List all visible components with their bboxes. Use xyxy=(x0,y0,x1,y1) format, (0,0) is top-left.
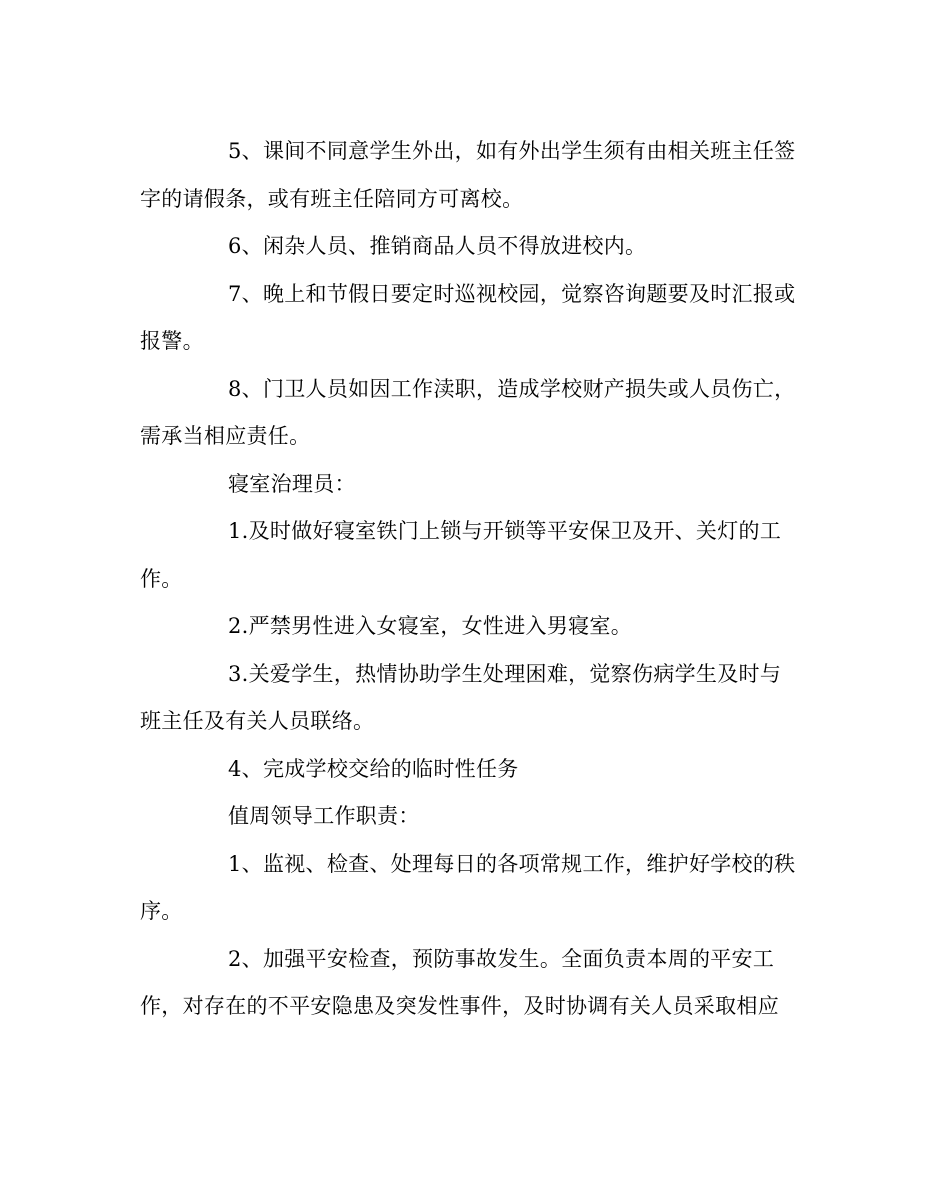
text-line: 需承当相应责任。 xyxy=(140,424,311,448)
text-line: 寝室治理员： xyxy=(228,471,356,496)
document-body xyxy=(140,128,810,1031)
text-line: 1、监视、检查、处理每日的各项常规工作，维护好学校的秩 xyxy=(228,851,796,876)
text-line: 2.严禁男性进入女寝室，女性进入男寝室。 xyxy=(228,614,633,638)
paragraph-duty-rule-2 xyxy=(140,936,810,984)
paragraph-dorm-rule-4 xyxy=(140,746,810,794)
text-line: 作，对存在的不平安隐患及突发性事件，及时协调有关人员采取相应 xyxy=(140,994,779,1018)
paragraph-gate-rule-5 xyxy=(140,128,810,176)
text-line: 6、闲杂人员、推销商品人员不得放进校内。 xyxy=(228,234,647,258)
text-line: 序。 xyxy=(140,899,183,923)
text-line: 报警。 xyxy=(140,329,204,353)
text-line: 2、加强平安检查，预防事故发生。全面负责本周的平安工 xyxy=(228,946,775,971)
paragraph-dorm-rule-3-cont xyxy=(140,698,810,746)
paragraph-dorm-rule-1-cont xyxy=(140,556,810,604)
paragraph-gate-rule-8 xyxy=(140,366,810,414)
paragraph-dorm-rule-1 xyxy=(140,508,810,556)
paragraph-gate-rule-7 xyxy=(140,271,810,319)
text-line: 8、门卫人员如因工作渎职，造成学校财产损失或人员伤亡， xyxy=(228,376,796,401)
text-line: 字的请假条，或有班主任陪同方可离校。 xyxy=(140,186,524,211)
paragraph-dorm-rule-2 xyxy=(140,603,810,651)
text-line: 7、晚上和节假日要定时巡视校园，觉察咨询题要及时汇报或 xyxy=(228,281,796,306)
text-line: 3.关爱学生，热情协助学生处理困难，觉察伤病学生及时与 xyxy=(228,661,782,686)
paragraph-dorm-rule-3 xyxy=(140,651,810,699)
paragraph-duty-rule-1-cont xyxy=(140,888,810,936)
paragraph-gate-rule-6 xyxy=(140,223,810,271)
paragraph-gate-rule-8-cont xyxy=(140,413,810,461)
text-line: 作。 xyxy=(140,566,183,591)
text-line: 值周领导工作职责： xyxy=(228,804,420,828)
paragraph-duty-rule-2-cont xyxy=(140,983,810,1031)
paragraph-duty-rule-1 xyxy=(140,841,810,889)
text-line: 4、完成学校交给的临时性任务 xyxy=(228,756,519,781)
section-heading-dorm-manager xyxy=(140,461,810,509)
paragraph-gate-rule-5-cont xyxy=(140,176,810,224)
text-line: 5、课间不同意学生外出，如有外出学生须有由相关班主任签 xyxy=(228,139,796,163)
paragraph-gate-rule-7-cont xyxy=(140,318,810,366)
text-line: 1.及时做好寝室铁门上锁与开锁等平安保卫及开、关灯的工 xyxy=(228,519,782,543)
text-line: 班主任及有关人员联络。 xyxy=(140,709,375,733)
section-heading-duty-leader xyxy=(140,793,810,841)
